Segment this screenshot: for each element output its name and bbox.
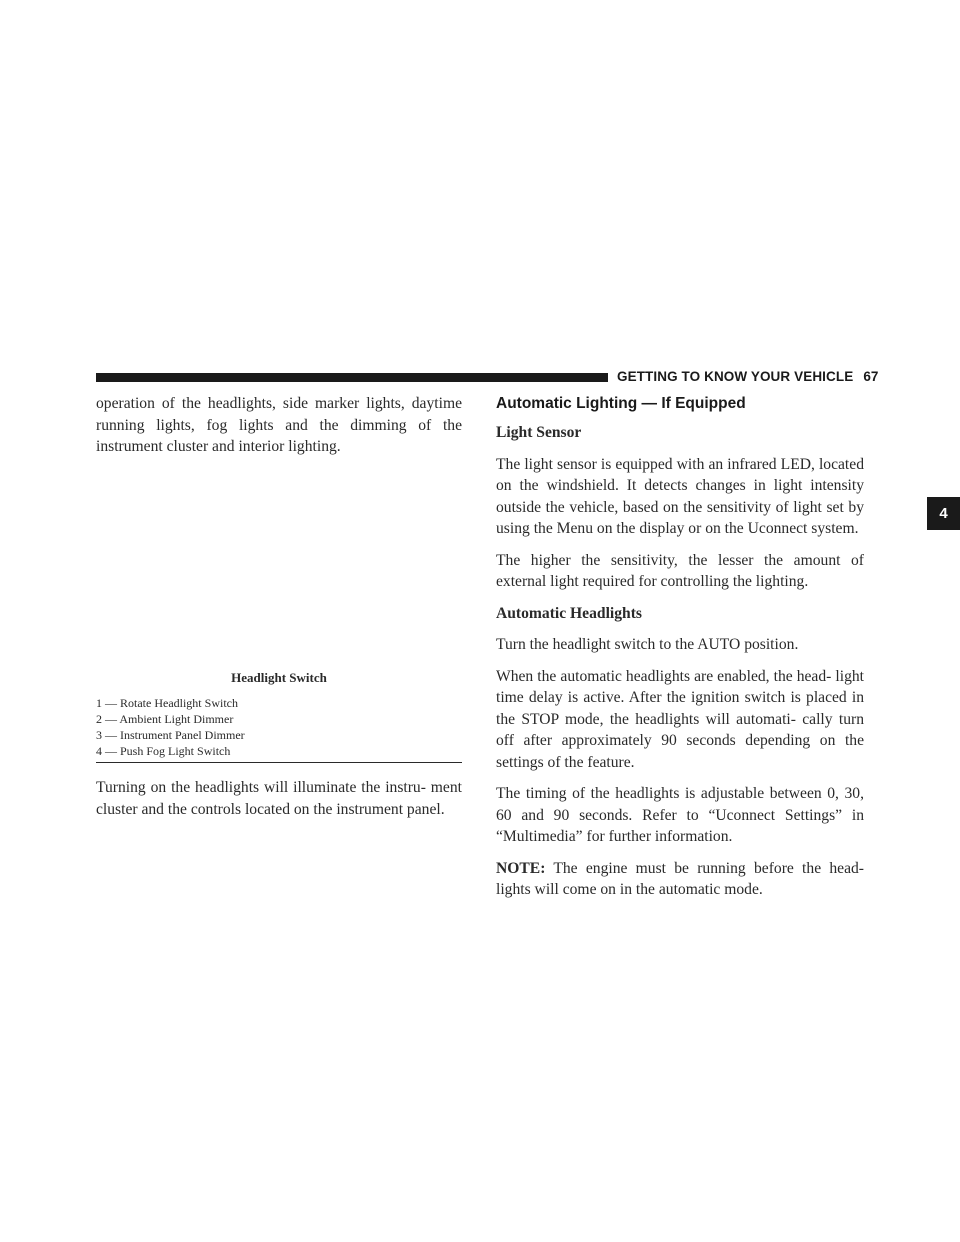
legend-item: 1 — Rotate Headlight Switch (96, 696, 238, 710)
body-paragraph: The timing of the headlights is adjustable between 0, 30, 60 and 90 seconds. Refer to “Uconnect Settings” in “Multimedia” for further information. (496, 785, 864, 845)
body-paragraph: When the automatic headlights are enabled, the head- light time delay is active. After the ignition switch is placed in the STOP mode, the headlights will automati- cally turn off after approximately 90 seconds depending on the settings of the feature. (496, 667, 864, 771)
headlight-switch-figure (96, 465, 462, 665)
body-paragraph: The light sensor is equipped with an infrared LED, located on the windshield. It detects changes in light intensity outside the vehicle, based on the sensitivity of light set by using the Menu on the display or on the Uconnect system. (496, 455, 864, 537)
note-paragraph (496, 858, 864, 901)
legend-item: 3 — Instrument Panel Dimmer (96, 728, 245, 742)
header-rule (96, 373, 608, 382)
body-paragraph: Turn the headlight switch to the AUTO position. (496, 636, 799, 653)
legend-item: 4 — Push Fog Light Switch (96, 744, 231, 758)
legend-item: 2 — Ambient Light Dimmer (96, 712, 234, 726)
right-column (496, 393, 864, 911)
running-header (617, 369, 879, 384)
note-label: NOTE: (496, 859, 546, 877)
section-title: GETTING TO KNOW YOUR VEHICLE (617, 369, 854, 384)
body-paragraph: The higher the sensitivity, the lesser the amount of external light required for controlling the lighting. (496, 551, 864, 590)
note-text: The engine must be running before the head- lights will come on in the automatic mode. (496, 859, 864, 898)
after-figure-paragraph: Turning on the headlights will illuminate the instru- ment cluster and the controls located on the instrument panel. (96, 779, 462, 818)
intro-paragraph: operation of the headlights, side marker lights, daytime running lights, fog lights and the dimming of the instrument cluster and interior lighting. (96, 395, 462, 455)
page-number: 67 (863, 369, 879, 384)
light-sensor-heading: Light Sensor (496, 424, 582, 441)
left-column (96, 393, 462, 468)
auto-headlights-heading: Automatic Headlights (496, 604, 642, 622)
chapter-tab: 4 (927, 497, 960, 530)
figure-legend (96, 695, 462, 763)
section-heading: Automatic Lighting — If Equipped (496, 395, 746, 412)
figure-caption: Headlight Switch (231, 670, 327, 685)
